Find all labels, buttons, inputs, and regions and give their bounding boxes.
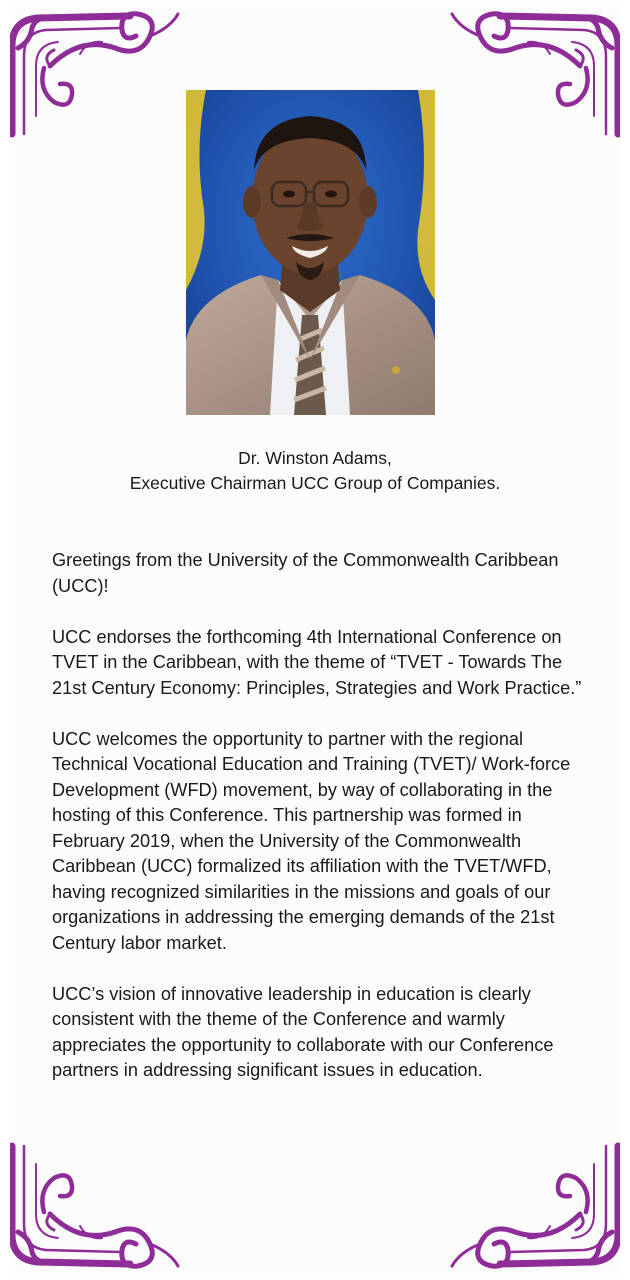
caption-title: Executive Chairman UCC Group of Companies. bbox=[129, 473, 501, 493]
partnership-paragraph bbox=[52, 727, 592, 829]
corner-ornament-bottom-left bbox=[10, 1139, 185, 1274]
vision-paragraph: UCC’s vision of innovative leadership in education is clearly consistent with the theme of the Conference and warmly appreciates the opportunity to collaborate with our Conference partners in addressing significant issues in education. bbox=[52, 983, 554, 1080]
corner-ornament-top-right bbox=[445, 6, 620, 141]
corner-ornament-top-left bbox=[10, 6, 185, 141]
caption-name: Dr. Winston Adams, bbox=[238, 448, 392, 468]
portrait-caption bbox=[0, 446, 630, 496]
corner-ornament-bottom-right bbox=[445, 1139, 620, 1274]
greeting-paragraph: Greetings from the University of the Commonwealth Caribbean (UCC)! bbox=[52, 550, 559, 596]
letter-body bbox=[52, 548, 592, 1084]
partnership-text-part1: UCC welcomes the opportunity to partner with the regional Technical Vocational Education and Training (TVET)/ Work-force Development (WFD) movement, by way of collaborating in the hosting of this Conference. This partnership was formed in bbox=[52, 728, 571, 825]
partnership-paragraph-continued: February 2019, when the University of the Commonwealth Caribbean (UCC) formalized its affiliation with the TVET/WFD, having recognized similarities in the missions and goals of our organizations in addressing the emerging demands of the 21st Century labor market. bbox=[52, 830, 555, 953]
portrait-photo bbox=[186, 90, 435, 415]
endorsement-paragraph: UCC endorses the forthcoming 4th International Conference on TVET in the Caribbean, with the theme of “TVET - Towards The 21st Century Economy: Principles, Strategies and Work Practice.” bbox=[52, 626, 582, 698]
